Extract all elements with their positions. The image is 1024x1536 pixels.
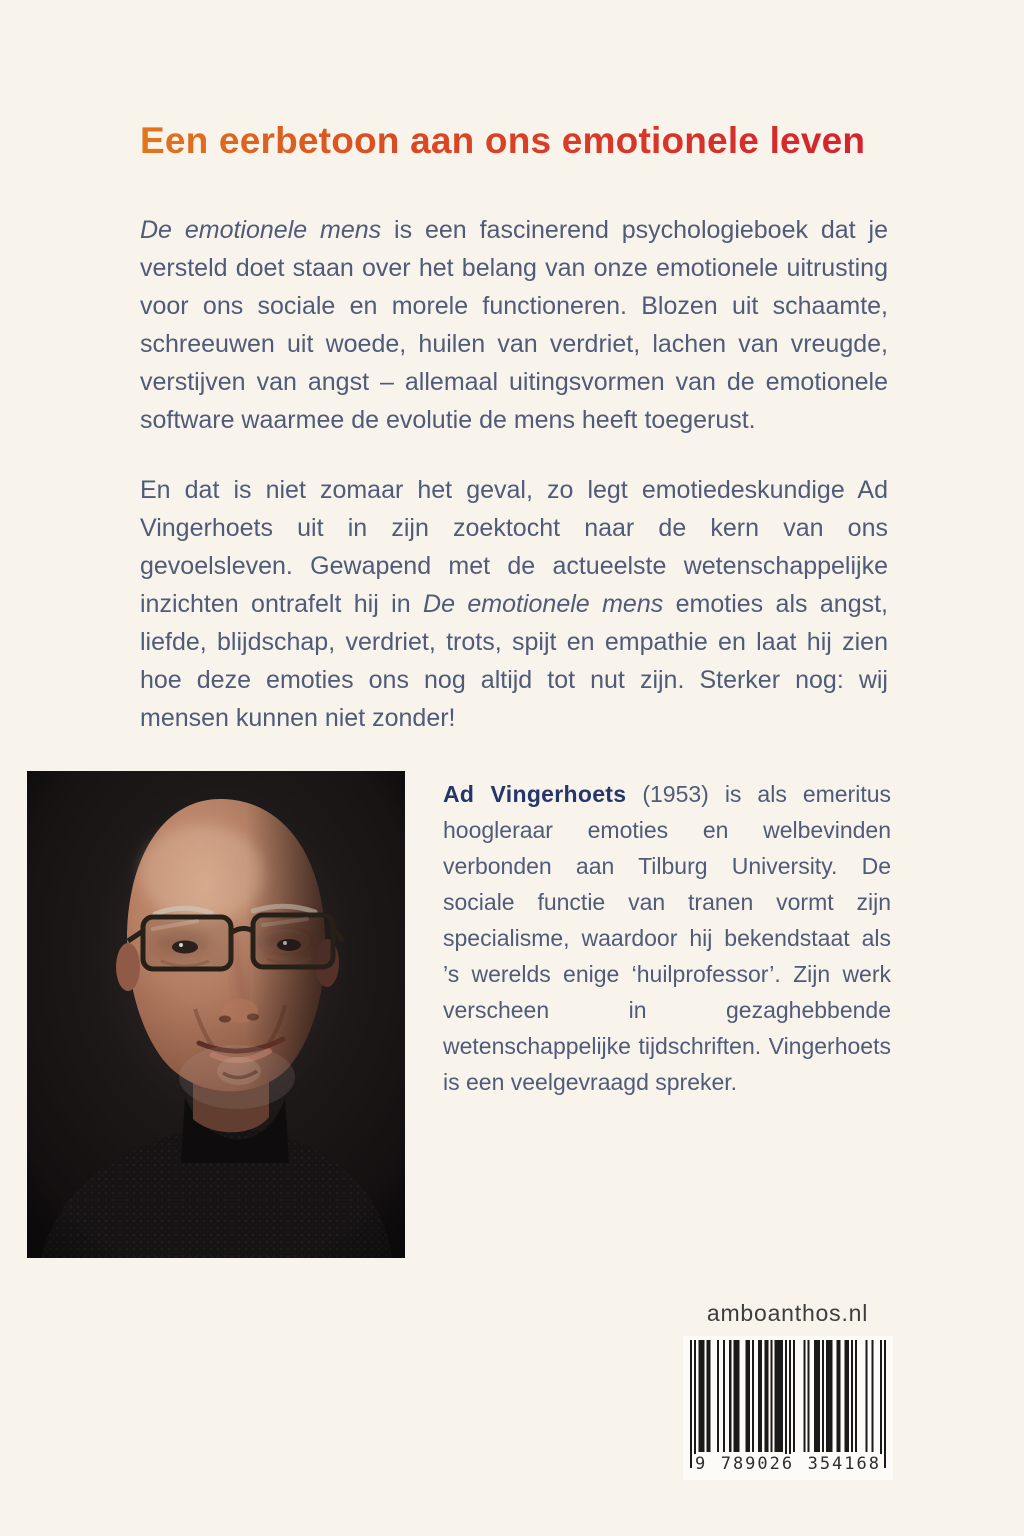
book-title-italic: De emotionele mens bbox=[140, 216, 382, 244]
synopsis-block bbox=[140, 211, 888, 769]
synopsis-text: emoties als angst, liefde, blijdschap, verdriet, trots, spijt en empathie en laat hij zien hoe deze emoties ons nog altijd tot nut zijn. Sterker nog: wij mensen kunnen niet zonder! bbox=[140, 590, 889, 732]
author-bio-paragraph bbox=[443, 776, 891, 1100]
synopsis-text: En dat is niet zomaar het geval, zo legt emotiedeskundige Ad Vingerhoets uit in zijn zoektocht naar de kern van ons gevoelsleven. Gewapend met de actueelste wetenschappelijke inzichten ontrafelt hij in bbox=[140, 476, 888, 618]
isbn-digit-group: 9 bbox=[692, 1454, 710, 1474]
isbn-digit-group: 789026 bbox=[718, 1454, 797, 1474]
author-portrait-illustration bbox=[27, 771, 405, 1258]
synopsis-text: is een fascinerend psychologieboek dat je versteld doet staan over het belang van onze emotionele uitrusting voor ons sociale en morele functioneren. Blozen uit schaamte, schreeuwen uit woede, huilen van verdriet, lachen van vreugde, verstijven van angst – allemaal uitingsvormen van de emotionele software waarmee de evolutie de mens heeft toegerust. bbox=[140, 216, 888, 434]
author-bio-text: (1953) is als emeritus hoogleraar emoties en welbevinden verbonden aan Tilburg University. De sociale functie van tranen vormt zijn specialisme, waardoor hij bekendstaat als ’s werelds enige ‘huilprofessor’. Zijn werk verscheen in gezaghebbende wetenschappelijke tijdschriften. Vingerhoets is een veelgevraagd spreker. bbox=[443, 781, 892, 1095]
book-title-italic: De emotionele mens bbox=[423, 590, 664, 618]
publisher-website: amboanthos.nl bbox=[706, 1300, 869, 1326]
author-bio bbox=[443, 776, 891, 1100]
isbn-barcode bbox=[683, 1336, 893, 1480]
isbn-digit-group: 354168 bbox=[805, 1454, 884, 1474]
synopsis-paragraph-1 bbox=[140, 211, 888, 439]
synopsis-paragraph-2 bbox=[140, 471, 888, 737]
isbn-digits bbox=[690, 1454, 886, 1474]
cover-headline: Een eerbetoon aan ons emotionele leven bbox=[140, 120, 900, 162]
author-photo bbox=[27, 771, 405, 1258]
barcode-bars bbox=[690, 1340, 886, 1468]
author-name: Ad Vingerhoets bbox=[443, 781, 627, 807]
